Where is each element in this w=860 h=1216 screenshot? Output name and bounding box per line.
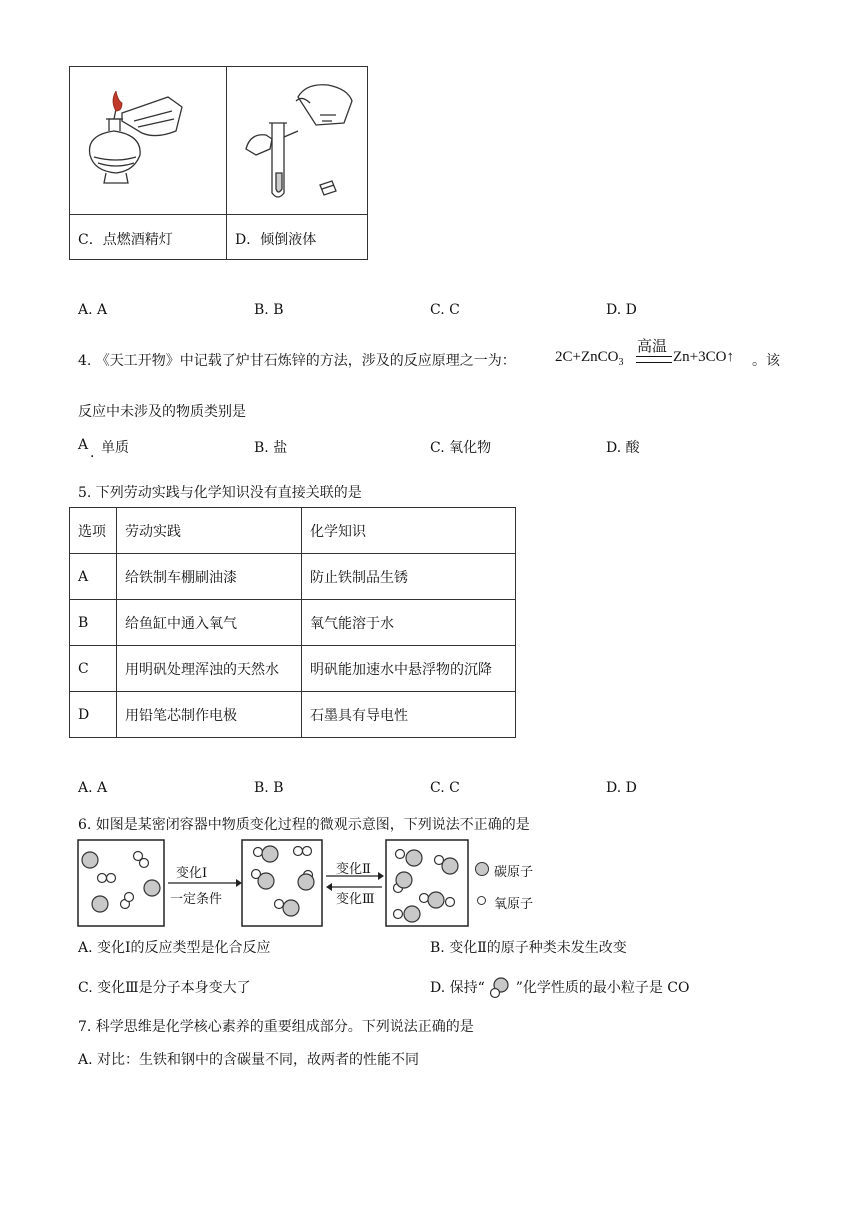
q5-table-header xyxy=(70,508,516,554)
q6-option-a[interactable]: A. 变化Ⅰ的反应类型是化合反应 xyxy=(78,940,271,956)
q6-arrow1-top-label: 变化Ⅰ xyxy=(176,866,208,881)
pouring-liquid-illustration xyxy=(236,77,360,203)
q4-equation-condition: 高温 xyxy=(637,337,668,355)
q3-divider-horizontal xyxy=(70,214,367,215)
q6-stem: 6. 如图是某密闭容器中物质变化过程的微观示意图，下列说法不正确的是 xyxy=(78,817,530,833)
q4-equation xyxy=(555,349,623,368)
q5-header-option: 选项 xyxy=(70,508,117,554)
q5-header-practice: 劳动实践 xyxy=(117,508,302,554)
q5-row-c-option: C xyxy=(70,646,117,692)
q5-row-c-knowledge: 明矾能加速水中悬浮物的沉降 xyxy=(302,646,516,692)
q4-option-a[interactable]: 单质 xyxy=(101,440,129,456)
q4-stem-text: 4. 《天工开物》中记载了炉甘石炼锌的方法，涉及的反应原理之一为： xyxy=(78,353,516,369)
q4-option-a-letter[interactable]: A xyxy=(78,437,89,453)
q5-row-a-practice: 给铁制车棚刷油漆 xyxy=(117,554,302,600)
q4-option-c[interactable]: C. 氧化物 xyxy=(430,440,492,456)
q6-arrow2-top-label: 变化Ⅱ xyxy=(336,862,371,877)
q5-row-a-option: A xyxy=(70,554,117,600)
q5-option-d[interactable]: D. D xyxy=(606,780,637,796)
q7-option-a[interactable]: A. 对比：生铁和钢中的含碳量不同，故两者的性能不同 xyxy=(78,1052,420,1068)
table-row xyxy=(70,600,516,646)
q4-option-b[interactable]: B. 盐 xyxy=(254,440,288,456)
q5-row-d-practice: 用铅笔芯制作电极 xyxy=(117,692,302,738)
q6-legend-carbon-label: 碳原子 xyxy=(494,865,534,880)
q5-row-b-practice: 给鱼缸中通入氧气 xyxy=(117,600,302,646)
q3-cell-c-label: C．点燃酒精灯 xyxy=(78,232,173,248)
q5-table xyxy=(69,507,516,738)
q3-cell-d-label: D．倾倒液体 xyxy=(235,232,317,248)
q7-stem: 7. 科学思维是化学核心素养的重要组成部分。下列说法正确的是 xyxy=(78,1019,474,1035)
q6-legend-oxygen-label: 氧原子 xyxy=(494,897,534,912)
q6-option-c[interactable]: C. 变化Ⅲ是分子本身变大了 xyxy=(78,980,251,996)
q4-equation-subscript: 3 xyxy=(618,357,624,368)
q4-equation-sign xyxy=(636,356,672,363)
q4-option-d[interactable]: D. 酸 xyxy=(606,440,640,456)
q6-option-d[interactable] xyxy=(430,977,690,999)
legend-oxygen-atom-icon xyxy=(477,896,486,905)
q3-option-b[interactable]: B. B xyxy=(254,302,284,318)
q6-arrow2-bottom-label: 变化Ⅲ xyxy=(336,892,375,907)
q5-header-knowledge: 化学知识 xyxy=(302,508,516,554)
table-row xyxy=(70,554,516,600)
flame-icon xyxy=(113,91,122,111)
q5-row-c-practice: 用明矾处理浑浊的天然水 xyxy=(117,646,302,692)
q6-arrow1-bottom-label: 一定条件 xyxy=(170,892,223,907)
q6-option-b[interactable]: B. 变化Ⅱ的原子种类未发生改变 xyxy=(430,940,627,956)
q3-option-d[interactable]: D. D xyxy=(606,302,637,318)
q3-option-c[interactable]: C. C xyxy=(430,302,460,318)
q3-divider-vertical xyxy=(226,67,227,259)
q5-stem: 5. 下列劳动实践与化学知识没有直接关联的是 xyxy=(78,485,362,501)
q5-option-b[interactable]: B. B xyxy=(254,780,284,796)
q5-row-d-knowledge: 石墨具有导电性 xyxy=(302,692,516,738)
q5-option-a[interactable]: A. A xyxy=(78,780,108,796)
q4-option-a-dot: · xyxy=(90,449,95,465)
q4-equation-right: Zn+3CO↑ xyxy=(673,349,734,365)
alcohol-lamp-illustration xyxy=(76,91,188,191)
q4-stem-line-1 xyxy=(78,350,516,370)
table-row xyxy=(70,692,516,738)
q4-stem-tail: 。该 xyxy=(752,353,780,369)
legend-carbon-atom-icon xyxy=(475,862,489,876)
q5-row-b-option: B xyxy=(70,600,117,646)
co-molecule-icon xyxy=(489,977,511,999)
q5-row-a-knowledge: 防止铁制品生锈 xyxy=(302,554,516,600)
q5-option-c[interactable]: C. C xyxy=(430,780,460,796)
q3-image-table xyxy=(69,66,368,260)
q5-row-b-knowledge: 氧气能溶于水 xyxy=(302,600,516,646)
q6-option-d-prefix: D. 保持“ xyxy=(430,980,485,996)
q3-option-a[interactable]: A. A xyxy=(78,302,108,318)
q6-micro-diagram xyxy=(76,838,546,930)
table-row xyxy=(70,646,516,692)
q5-row-d-option: D xyxy=(70,692,117,738)
q4-stem-line-2: 反应中未涉及的物质类别是 xyxy=(78,404,246,420)
q4-equation-left: 2C+ZnCO xyxy=(555,349,619,365)
q6-option-d-suffix: ”化学性质的最小粒子是 CO xyxy=(515,980,690,996)
